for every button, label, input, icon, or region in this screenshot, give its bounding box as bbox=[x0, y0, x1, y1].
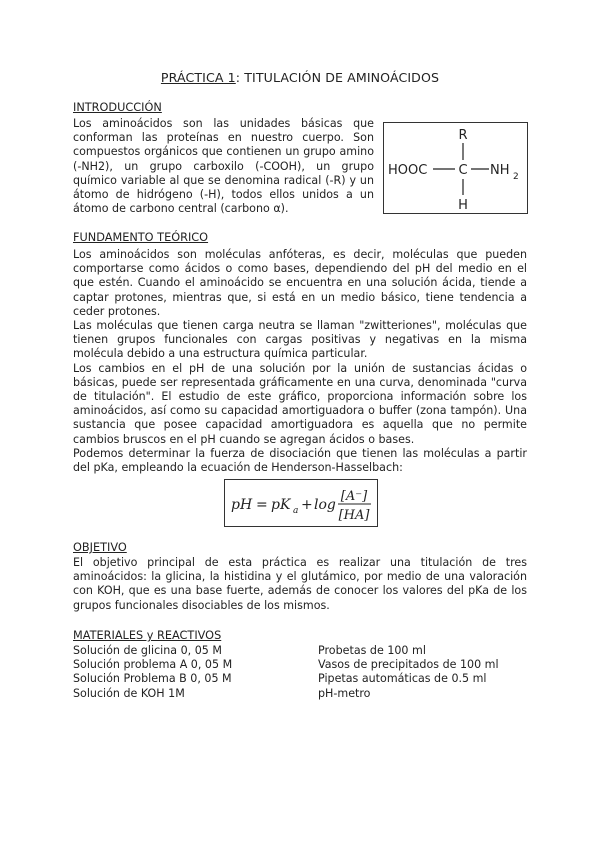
list-item: Solución de glicina 0, 05 M bbox=[73, 644, 222, 657]
objetivo-heading: OBJETIVO bbox=[73, 541, 127, 554]
amino-acid-structure bbox=[383, 122, 528, 214]
equation-lhs: pH bbox=[231, 497, 253, 513]
intro-heading: INTRODUCCIÓN bbox=[73, 101, 162, 114]
reagents-column bbox=[73, 644, 232, 701]
central-carbon-label: C bbox=[458, 163, 468, 178]
equation-denominator: [HA] bbox=[338, 508, 370, 523]
intro-paragraph bbox=[73, 117, 374, 216]
page-title bbox=[0, 70, 600, 86]
list-item: Solución Problema B 0, 05 M bbox=[73, 672, 232, 686]
fundamento-body bbox=[73, 248, 527, 475]
objetivo-paragraph bbox=[73, 556, 527, 613]
fundamento-paragraph: Las moléculas que tienen carga neutra se llaman "zwitteriones", moléculas que tienen grupos funcionales con cargas positivas y negativas en la misma molécula debido a una estructura química particular. bbox=[73, 319, 527, 361]
equation-log: log bbox=[314, 497, 336, 513]
materiales-heading: MATERIALES y REACTIVOS bbox=[73, 629, 222, 642]
list-item: Probetas de 100 ml bbox=[318, 644, 426, 657]
hydrogen-label: H bbox=[458, 198, 468, 213]
fundamento-paragraph: Los cambios en el pH de una solución por la unión de sustancias ácidas o básicas, puede ser representada gráficamente en una curva, denominada "curva de titulación". El estudio de este gráfico, proporciona información sobre los aminoácidos, así como su capacidad amortiguadora o buffer (zona tampón). Una sustancia que posee capacidad amortiguadora es aquella que no permite cambios bruscos en el pH cuando se agregan ácidos o bases. bbox=[73, 361, 527, 446]
fundamento-paragraph: Podemos determinar la fuerza de disociación que tienen las moléculas a partir del pKa, empleando la ecuación de Henderson-Hasselbach: bbox=[73, 446, 527, 475]
list-item: Solución de KOH 1M bbox=[73, 686, 185, 700]
equation-pk-subscript: a bbox=[293, 506, 299, 516]
title-rest: : TITULACIÓN DE AMINOÁCIDOS bbox=[235, 70, 440, 85]
title-prefix: PRÁCTICA 1 bbox=[160, 70, 236, 85]
equation-numerator: [A⁻] bbox=[340, 489, 368, 504]
list-item: Solución problema A 0, 05 M bbox=[73, 658, 233, 672]
equation-svg bbox=[225, 480, 377, 526]
list-item: pH-metro bbox=[318, 686, 371, 700]
fundamento-heading: FUNDAMENTO TEÓRICO bbox=[73, 231, 209, 244]
materials-column bbox=[318, 644, 499, 701]
equation-pk: pK bbox=[271, 497, 291, 513]
equation-equals: = bbox=[256, 497, 268, 513]
intro-text: Los aminoácidos son las unidades básicas que conforman las proteínas en nuestro cuerpo. Son compuestos orgánicos que contienen un grupo amino (-NH2), un grupo carboxilo (-COOH), un grupo químico variable al que se denomina radical (-R) y un átomo de hidrógeno (-H), todos ellos unidos a un átomo de carbono central (carbono α). bbox=[73, 117, 374, 216]
amino-label: NH bbox=[490, 163, 510, 178]
equation-plus: + bbox=[301, 497, 313, 513]
fundamento-paragraph: Los aminoácidos son moléculas anfóteras, es decir, moléculas que pueden comportarse como ácidos o como bases, dependiendo del pH del medio en el que estén. Cuando el aminoácido se encuentra en una solución ácida, tiende a captar protones, mientras que, si está en un medio básico, tiene tendencia a ceder protones. bbox=[73, 248, 527, 318]
list-item: Vasos de precipitados de 100 ml bbox=[318, 658, 499, 672]
list-item: Pipetas automáticas de 0.5 ml bbox=[318, 672, 487, 686]
carboxyl-label: HOOC bbox=[388, 163, 428, 178]
objetivo-text: El objetivo principal de esta práctica es realizar una titulación de tres aminoácidos: la glicina, la histidina y el glutámico, por medio de una valoración con KOH, que es una base fuerte, además de conocer los valores del pKa de los grupos funcionales disociables de los mismos. bbox=[73, 556, 527, 612]
henderson-hasselbach-equation bbox=[224, 479, 378, 527]
amino-subscript: 2 bbox=[513, 172, 519, 182]
amino-acid-structure-diagram bbox=[384, 123, 527, 213]
radical-label: R bbox=[458, 128, 468, 143]
